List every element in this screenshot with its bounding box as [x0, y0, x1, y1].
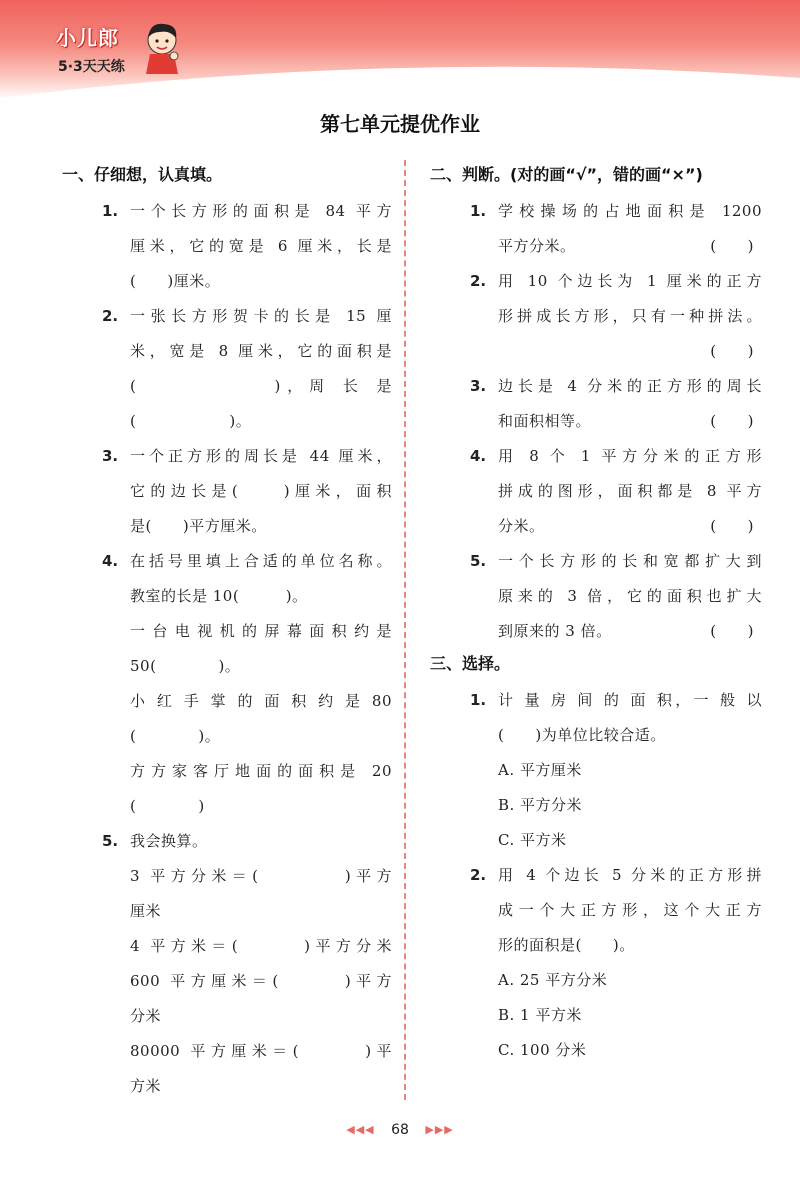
answer-parentheses: ( ) — [710, 237, 754, 255]
choice-option-a: A. 平方厘米 — [498, 761, 582, 779]
question-line: ( ) — [130, 797, 205, 815]
page-title: 第七单元提优作业 — [320, 112, 480, 136]
question-number: 1. — [470, 202, 487, 220]
question-number: 3. — [470, 377, 487, 395]
answer-parentheses: ( ) — [710, 412, 754, 430]
question-line: 600 平方厘米＝( )平方 — [130, 972, 392, 990]
question-number: 1. — [470, 691, 487, 709]
answer-parentheses: ( ) — [710, 342, 754, 360]
fill-question-5 — [62, 824, 392, 1104]
question-text: 平方分米。 — [498, 237, 576, 255]
question-line: 小 红 手 掌 的 面 积 约 是 80 — [130, 692, 392, 710]
question-line: ( )，周 长 是 — [130, 377, 392, 395]
question-line: 教室的长是 10( )。 — [130, 587, 308, 605]
mascot-boy-icon — [140, 20, 184, 74]
question-line: 米，宽是 8 厘米，它的面积是 — [130, 342, 392, 360]
judge-question-1 — [430, 194, 762, 264]
question-line — [498, 404, 762, 439]
question-number: 4. — [470, 447, 487, 465]
question-number: 3. — [102, 447, 119, 465]
question-line: 分米 — [130, 1007, 162, 1025]
fill-question-1 — [62, 194, 392, 299]
question-line — [498, 229, 762, 264]
question-number: 5. — [470, 552, 487, 570]
question-line: 它的边长是( )厘米，面积 — [130, 482, 392, 500]
question-line: 学校操场的占地面积是 1200 — [498, 202, 762, 220]
judge-question-2 — [430, 264, 762, 369]
column-divider — [404, 160, 406, 1100]
question-line: 形的面积是( )。 — [498, 936, 635, 954]
question-line: 一个正方形的周长是 44 厘米， — [130, 447, 392, 465]
question-text: 到原来的 3 倍。 — [498, 622, 612, 640]
question-line: 在括号里填上合适的单位名称。 — [130, 552, 392, 570]
fill-question-3 — [62, 439, 392, 544]
right-column — [430, 160, 762, 1068]
section-judge-title: 二、判断。(对的画“√”，错的画“×”) — [430, 165, 703, 184]
question-line: 方方家客厅地面的面积是 20 — [130, 762, 392, 780]
question-line: 是( )平方厘米。 — [130, 517, 267, 535]
publisher-logo — [56, 20, 186, 90]
choice-option-a: A. 25 平方分米 — [498, 971, 608, 989]
question-line: 形拼成长方形，只有一种拼法。 — [498, 307, 762, 325]
logo-title: 小儿郎 — [56, 26, 119, 50]
question-number: 5. — [102, 832, 119, 850]
question-line: ( )厘米。 — [130, 272, 221, 290]
question-line — [498, 614, 762, 649]
question-line: 拼成的图形，面积都是 8 平方 — [498, 482, 762, 500]
choice-option-b: B. 1 平方米 — [498, 1006, 582, 1024]
choice-question-2 — [430, 858, 762, 1068]
left-arrows-icon: ◀◀◀ — [346, 1123, 375, 1136]
question-line: ( )。 — [130, 727, 221, 745]
fill-question-4 — [62, 544, 392, 824]
question-text: 和面积相等。 — [498, 412, 592, 430]
question-number: 1. — [102, 202, 119, 220]
section-fill-in-title: 一、仔细想，认真填。 — [62, 165, 223, 184]
judge-question-5 — [430, 544, 762, 649]
judge-question-4 — [430, 439, 762, 544]
question-line: 50( )。 — [130, 657, 241, 675]
logo-subtitle: 5·3天天练 — [58, 59, 125, 75]
question-line: ( )。 — [130, 412, 252, 430]
fill-question-2 — [62, 299, 392, 439]
choice-option-b: B. 平方分米 — [498, 796, 583, 814]
question-line: 用 4 个边长 5 分米的正方形拼 — [498, 866, 762, 884]
question-line: 用 8 个 1 平方分米的正方形 — [498, 447, 762, 465]
question-number: 2. — [470, 866, 487, 884]
right-arrows-icon: ▶▶▶ — [425, 1123, 454, 1136]
question-line: 用 10 个边长为 1 厘米的正方 — [498, 272, 762, 290]
question-line: 计 量 房 间 的 面 积，一 般 以 — [498, 691, 762, 709]
question-line: 成一个大正方形，这个大正方 — [498, 901, 762, 919]
left-column — [62, 160, 392, 1104]
judge-question-3 — [430, 369, 762, 439]
question-number: 2. — [470, 272, 487, 290]
page-number: 68 — [391, 1122, 409, 1138]
question-text: 分米。 — [498, 517, 545, 535]
question-line: 3 平方分米＝( )平方 — [130, 867, 392, 885]
question-line: 4 平方米＝( )平方分米 — [130, 937, 392, 955]
answer-parentheses: ( ) — [710, 622, 754, 640]
question-line: 边长是 4 分米的正方形的周长 — [498, 377, 762, 395]
question-number: 2. — [102, 307, 119, 325]
choice-question-1 — [430, 683, 762, 858]
choice-option-c: C. 平方米 — [498, 831, 567, 849]
question-line: 80000 平方厘米＝( )平 — [130, 1042, 392, 1060]
question-line: 一台电视机的屏幕面积约是 — [130, 622, 392, 640]
answer-parentheses: ( ) — [710, 517, 754, 535]
question-line: 一个长方形的长和宽都扩大到 — [498, 552, 762, 570]
question-line: 一个长方形的面积是 84 平方 — [130, 202, 392, 220]
section-choice-title: 三、选择。 — [430, 654, 511, 673]
question-line — [498, 509, 762, 544]
question-line: 我会换算。 — [130, 832, 208, 850]
question-line: 一张长方形贺卡的长是 15 厘 — [130, 307, 392, 325]
question-line: 原来的 3 倍，它的面积也扩大 — [498, 587, 762, 605]
page-footer — [0, 1122, 800, 1138]
question-number: 4. — [102, 552, 119, 570]
question-line: 方米 — [130, 1077, 162, 1095]
question-line: 厘米 — [130, 902, 162, 920]
question-line: ( )为单位比较合适。 — [498, 726, 666, 744]
choice-option-c: C. 100 分米 — [498, 1041, 587, 1059]
question-line: 厘米，它的宽是 6 厘米，长是 — [130, 237, 392, 255]
